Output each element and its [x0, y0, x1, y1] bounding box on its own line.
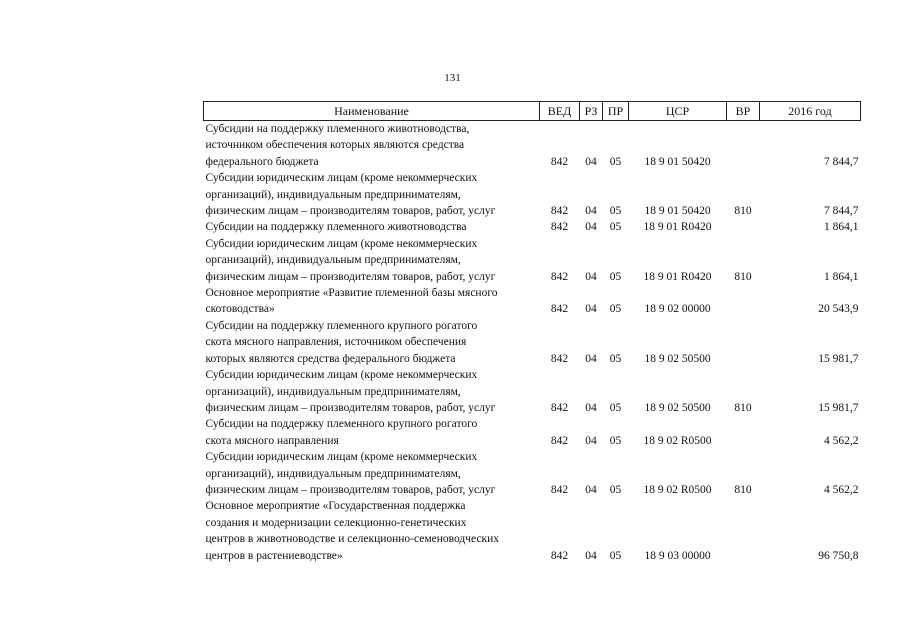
row-name-line: создания и модернизации селекционно-генетических [205, 516, 467, 529]
row-vr: 810 [734, 205, 752, 218]
row-rz: 04 [585, 434, 597, 447]
header-pr: ПР [603, 102, 629, 121]
row-pr: 05 [609, 483, 622, 496]
row-rz: 04 [585, 483, 597, 496]
row-pr: 05 [609, 352, 622, 365]
row-csr: 18 9 01 R0420 [643, 270, 712, 283]
row-name [204, 367, 540, 416]
row-csr: 18 9 01 50420 [644, 205, 711, 218]
table-row [204, 170, 861, 219]
row-amount: 4 562,2 [824, 483, 859, 496]
row-name-line: Субсидии юридическим лицам (кроме некоммерческих [205, 369, 478, 382]
row-name-line: центров в растениеводстве» [205, 549, 343, 562]
row-csr: 18 9 02 50500 [644, 401, 711, 414]
row-pr: 05 [609, 434, 622, 447]
row-amount: 1 864,1 [824, 221, 859, 234]
row-name-line: которых являются средства федерального бюджета [205, 352, 456, 365]
row-name-line: Субсидии юридическим лицам (кроме некоммерческих [205, 451, 478, 464]
row-name-line: центров в животноводстве и селекционно-семеноводческих [205, 533, 500, 546]
row-name-line: организаций), индивидуальным предпринимателям, [205, 254, 461, 267]
row-csr: 18 9 01 50420 [644, 155, 711, 168]
row-ved: 842 [550, 549, 569, 562]
row-pr: 05 [609, 155, 622, 168]
row-amount: 15 981,7 [818, 352, 859, 365]
row-csr: 18 9 02 R0500 [643, 483, 712, 496]
row-csr: 18 9 03 00000 [644, 549, 711, 562]
row-vr: 810 [734, 483, 752, 496]
row-name [204, 416, 540, 449]
row-name-line: Основное мероприятие «Государственная поддержка [205, 500, 466, 513]
row-amount: 96 750,8 [818, 549, 859, 562]
row-name-line: скотоводства» [205, 303, 275, 316]
budget-table [203, 101, 861, 564]
row-pr: 05 [609, 401, 622, 414]
row-name-line: Субсидии юридическим лицам (кроме некоммерческих [205, 172, 478, 185]
row-name-line: организаций), индивидуальным предпринимателям, [205, 385, 461, 398]
table-row [204, 219, 861, 235]
row-ved: 842 [550, 155, 569, 168]
row-name-line: Основное мероприятие «Развитие племенной базы мясного [205, 287, 498, 300]
row-name-line: Субсидии на поддержку племенного животноводства, [205, 123, 470, 135]
row-ved: 842 [550, 352, 569, 365]
header-year: 2016 год [760, 102, 861, 121]
row-vr: 810 [734, 401, 752, 414]
row-name [204, 236, 540, 285]
row-ved: 842 [550, 303, 569, 316]
row-pr: 05 [609, 221, 622, 234]
row-name [204, 170, 540, 219]
row-name-line: скота мясного направления [205, 434, 339, 447]
row-name-line: Субсидии юридическим лицам (кроме некоммерческих [205, 237, 478, 250]
row-amount: 1 864,1 [824, 270, 859, 283]
row-name-line: Субсидии на поддержку племенного крупного рогатого [205, 418, 478, 431]
row-name-line: Субсидии на поддержку племенного крупного рогатого [205, 319, 478, 332]
table-row [204, 121, 861, 171]
table-row [204, 367, 861, 416]
row-name [204, 449, 540, 498]
row-csr: 18 9 02 00000 [644, 303, 711, 316]
table-row [204, 285, 861, 318]
header-row [204, 102, 861, 121]
row-csr: 18 9 02 50500 [644, 352, 711, 365]
row-rz: 04 [585, 303, 597, 316]
table-row [204, 449, 861, 498]
row-name-line: источником обеспечения которых являются средства [205, 139, 465, 152]
row-rz: 04 [585, 352, 597, 365]
row-pr: 05 [609, 270, 622, 283]
row-name-line: физическим лицам – производителям товаров, работ, услуг [205, 270, 496, 283]
row-name-line: физическим лицам – производителям товаров, работ, услуг [205, 205, 496, 218]
row-name-line: организаций), индивидуальным предпринимателям, [205, 188, 461, 201]
row-vr [727, 121, 760, 171]
row-ved: 842 [550, 401, 569, 414]
row-vr [727, 318, 760, 367]
header-csr: ЦСР [629, 102, 727, 121]
row-name [204, 219, 540, 235]
row-name-line: организаций), индивидуальным предпринимателям, [205, 467, 461, 480]
row-csr: 18 9 02 R0500 [643, 434, 712, 447]
row-ved: 842 [550, 270, 569, 283]
row-rz: 04 [585, 155, 597, 168]
row-name-line: физическим лицам – производителям товаров, работ, услуг [205, 483, 496, 496]
row-rz: 04 [585, 549, 597, 562]
table-body [204, 121, 861, 564]
row-ved: 842 [550, 434, 569, 447]
row-amount: 20 543,9 [818, 303, 859, 316]
header-rz: РЗ [580, 102, 603, 121]
table-row [204, 416, 861, 449]
row-amount: 4 562,2 [824, 434, 859, 447]
row-rz: 04 [585, 205, 597, 218]
row-amount: 7 844,7 [824, 155, 859, 168]
page-number: 131 [444, 72, 461, 84]
row-ved: 842 [550, 221, 569, 234]
row-vr [727, 285, 760, 318]
table-row [204, 318, 861, 367]
row-name-line: скота мясного направления, источником обеспечения [205, 336, 467, 349]
row-name [204, 121, 540, 171]
row-rz: 04 [585, 221, 597, 234]
row-vr [727, 416, 760, 449]
row-name-line: федерального бюджета [205, 155, 319, 168]
row-rz: 04 [585, 401, 597, 414]
header-vr: ВР [727, 102, 760, 121]
table-row [204, 498, 861, 564]
table-row [204, 236, 861, 285]
header-name: Наименование [204, 102, 540, 121]
row-ved: 842 [550, 483, 569, 496]
row-name [204, 285, 540, 318]
row-csr: 18 9 01 R0420 [643, 221, 712, 234]
row-rz: 04 [585, 270, 597, 283]
row-name-line: Субсидии на поддержку племенного животноводства [205, 221, 467, 234]
row-vr [727, 498, 760, 564]
row-pr: 05 [609, 303, 622, 316]
row-name-line: физическим лицам – производителям товаров, работ, услуг [205, 401, 496, 414]
row-name [204, 498, 540, 564]
row-vr [727, 219, 760, 235]
row-pr: 05 [609, 549, 622, 562]
row-name [204, 318, 540, 367]
row-ved: 842 [550, 205, 569, 218]
row-pr: 05 [609, 205, 622, 218]
row-amount: 7 844,7 [824, 205, 859, 218]
header-ved: ВЕД [540, 102, 580, 121]
row-vr: 810 [734, 270, 752, 283]
row-amount: 15 981,7 [818, 401, 859, 414]
table-header [204, 102, 861, 121]
